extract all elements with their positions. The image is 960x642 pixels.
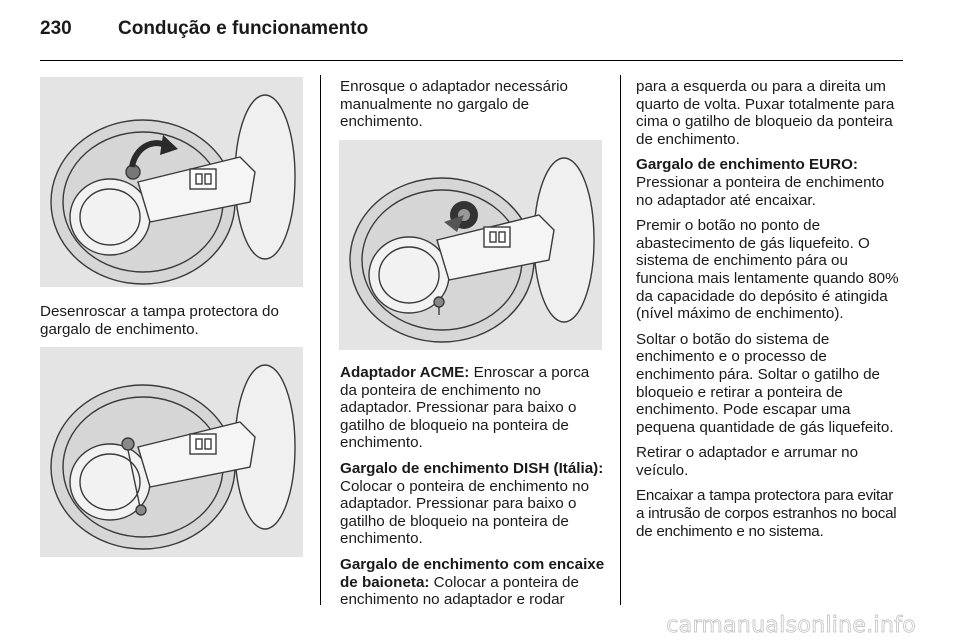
column-1 — [40, 303, 305, 346]
fit-cap-paragraph: Encaixar a tampa protectora para evitar a intrusão de corpos estranhos no bocal de enchimento e no sistema. — [636, 487, 897, 540]
column-3 — [636, 78, 902, 548]
acme-label: Adaptador ACME: — [340, 364, 470, 381]
remove-adapter-paragraph: Retirar o adaptador e arrumar no veículo. — [636, 444, 859, 479]
figure-adapter-screwed — [339, 140, 602, 350]
column-2-lower — [340, 364, 605, 617]
euro-paragraph — [636, 156, 902, 209]
chapter-title: Condução e funcionamento — [118, 18, 369, 39]
bayonet-label: Gargalo de enchimento com encaixe de baioneta: — [340, 555, 605, 591]
column-divider-2 — [620, 75, 621, 605]
dish-label: Gargalo de enchimento DISH (Itália): — [340, 459, 604, 477]
dish-text: Colocar o ponteira de enchimento no adaptador. Pressionar para baixo o gatilho de bloqueio na ponteira de enchimento. — [340, 477, 590, 548]
dish-paragraph — [340, 460, 605, 548]
euro-label: Gargalo de enchimento EURO: — [636, 156, 858, 174]
column-divider-1 — [320, 75, 321, 605]
euro-text: Pressionar a ponteira de enchimento no adaptador até encaixar. — [636, 173, 885, 209]
page-header — [40, 18, 368, 48]
header-rule — [40, 60, 903, 61]
press-button-paragraph: Premir o botão no ponto de abastecimento de gás liquefeito. O sistema de enchimento pára ou funciona mais lentamente quando 80% da capacidade do depósito é atingida (nível máximo de enchimento). — [636, 217, 899, 323]
column-2 — [340, 78, 605, 139]
bayonet-text: Colocar a ponteira de enchimento no adaptador e rodar — [340, 573, 579, 609]
acme-adapter-paragraph — [340, 364, 605, 452]
figure-fuel-flap-cap-removal — [40, 77, 303, 287]
caption-unscrew-cap: Desenroscar a tampa protectora do gargalo de enchimento. — [40, 303, 279, 338]
bayonet-paragraph — [340, 556, 605, 609]
page-number: 230 — [40, 18, 72, 39]
quarter-turn-paragraph: para a esquerda ou para a direita um quarto de volta. Puxar totalmente para cima o gatilho de bloqueio da ponteira de enchimento. — [636, 78, 895, 148]
watermark: carmanualsonline.info — [666, 613, 916, 638]
release-button-paragraph: Soltar o botão do sistema de enchimento e o processo de enchimento pára. Soltar o gatilho de bloqueio e retirar a ponteira de enchimento. Pode escapar uma pequena quantidade de gás liquefeito. — [636, 330, 894, 436]
adapter-intro: Enrosque o adaptador necessário manualmente no gargalo de enchimento. — [340, 78, 568, 131]
figure-fuel-flap-cap-off — [40, 347, 303, 557]
acme-text: Enroscar a porca da ponteira de enchimento no adaptador. Pressionar para baixo o gatilho de bloqueio na ponteira de enchimento. — [340, 364, 590, 452]
